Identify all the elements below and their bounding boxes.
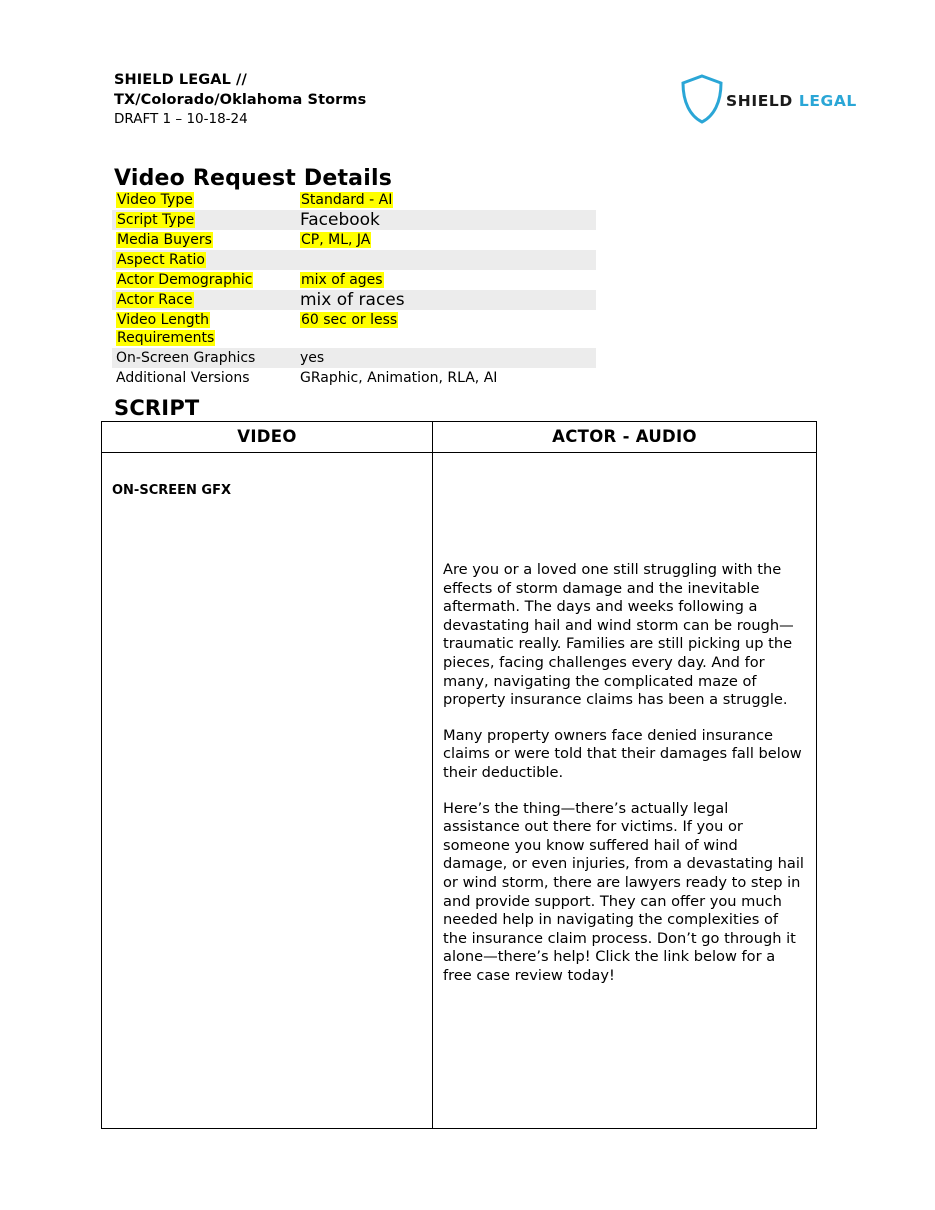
header-draft-line: DRAFT 1 – 10-18-24 <box>114 111 248 127</box>
video-column-cell: ON-SCREEN GFX <box>102 453 433 1129</box>
column-header-audio: ACTOR - AUDIO <box>433 422 817 453</box>
detail-value-text: CP, ML, JA <box>301 232 371 248</box>
detail-key-text: Actor Race <box>117 292 193 308</box>
video-request-details-title: Video Request Details <box>114 166 393 191</box>
audio-paragraph: Here’s the thing—there’s actually legal assistance out there for victims. If you or someone you know suffered hail of wind damage, or even injuries, from a devastating hail or wind storm, there are lawyers ready to step in and provide support. They can offer you much needed help in navigating the complexities of the insurance claim process. Don’t go through it alone—there’s help! Click the link below for a free case review today! <box>443 799 804 984</box>
detail-value <box>296 230 596 250</box>
detail-key-text: Actor Demographic <box>117 272 253 288</box>
detail-key-text: Aspect Ratio <box>117 252 205 268</box>
detail-value-text: mix of ages <box>301 272 383 288</box>
detail-key <box>112 310 296 348</box>
logo-word-shield: SHIELD <box>726 92 793 110</box>
header-text-block <box>114 70 366 129</box>
shield-icon <box>680 74 724 124</box>
detail-key <box>112 210 296 230</box>
table-row <box>112 190 596 210</box>
detail-value: GRaphic, Animation, RLA, AI <box>300 370 498 386</box>
table-row <box>112 368 596 388</box>
detail-value <box>296 310 596 348</box>
detail-value: Facebook <box>296 210 596 230</box>
table-row <box>102 453 817 1129</box>
detail-key <box>112 290 296 310</box>
detail-value <box>296 250 596 270</box>
script-table <box>101 421 817 1129</box>
audio-paragraph: Many property owners face denied insurance claims or were told that their damages fall below their deductible. <box>443 726 802 781</box>
table-row <box>112 348 596 368</box>
table-row <box>112 270 596 290</box>
brand-logo <box>674 74 857 129</box>
detail-key: On-Screen Graphics <box>112 348 296 368</box>
table-row <box>112 290 596 310</box>
header-campaign-line: TX/Colorado/Oklahoma Storms <box>114 92 367 108</box>
detail-value-text: Standard - AI <box>301 192 393 208</box>
detail-value-text: 60 sec or less <box>301 312 398 328</box>
table-row <box>112 230 596 250</box>
audio-column-cell <box>433 453 817 1129</box>
script-title: SCRIPT <box>114 396 200 420</box>
detail-value: yes <box>296 348 596 368</box>
detail-key-text: Media Buyers <box>117 232 212 248</box>
script-table-header-row <box>102 422 817 453</box>
column-header-video: VIDEO <box>102 422 433 453</box>
document-header <box>114 70 857 129</box>
detail-key <box>112 190 296 210</box>
detail-key-text: Video Length Requirements <box>117 312 215 346</box>
video-request-details-table <box>112 190 596 388</box>
table-row <box>112 250 596 270</box>
detail-value <box>296 270 596 290</box>
detail-key <box>112 250 296 270</box>
table-row <box>112 210 596 230</box>
logo-wordmark <box>726 92 857 110</box>
detail-key <box>112 270 296 290</box>
detail-key-text: Video Type <box>117 192 193 208</box>
detail-key: Additional Versions <box>116 370 250 386</box>
table-row <box>112 310 596 348</box>
detail-value <box>296 190 596 210</box>
detail-key-text: Script Type <box>117 212 195 228</box>
header-client-line: SHIELD LEGAL // <box>114 72 247 88</box>
detail-value: mix of races <box>296 290 596 310</box>
audio-paragraph: Are you or a loved one still struggling with the effects of storm damage and the inevitable aftermath. The days and weeks following a devastating hail and wind storm can be rough—traumatic really. Families are still picking up the pieces, facing challenges every day. And for many, navigating the complicated maze of property insurance claims has been a struggle. <box>443 561 794 709</box>
logo-word-legal: LEGAL <box>798 92 857 110</box>
detail-key <box>112 230 296 250</box>
